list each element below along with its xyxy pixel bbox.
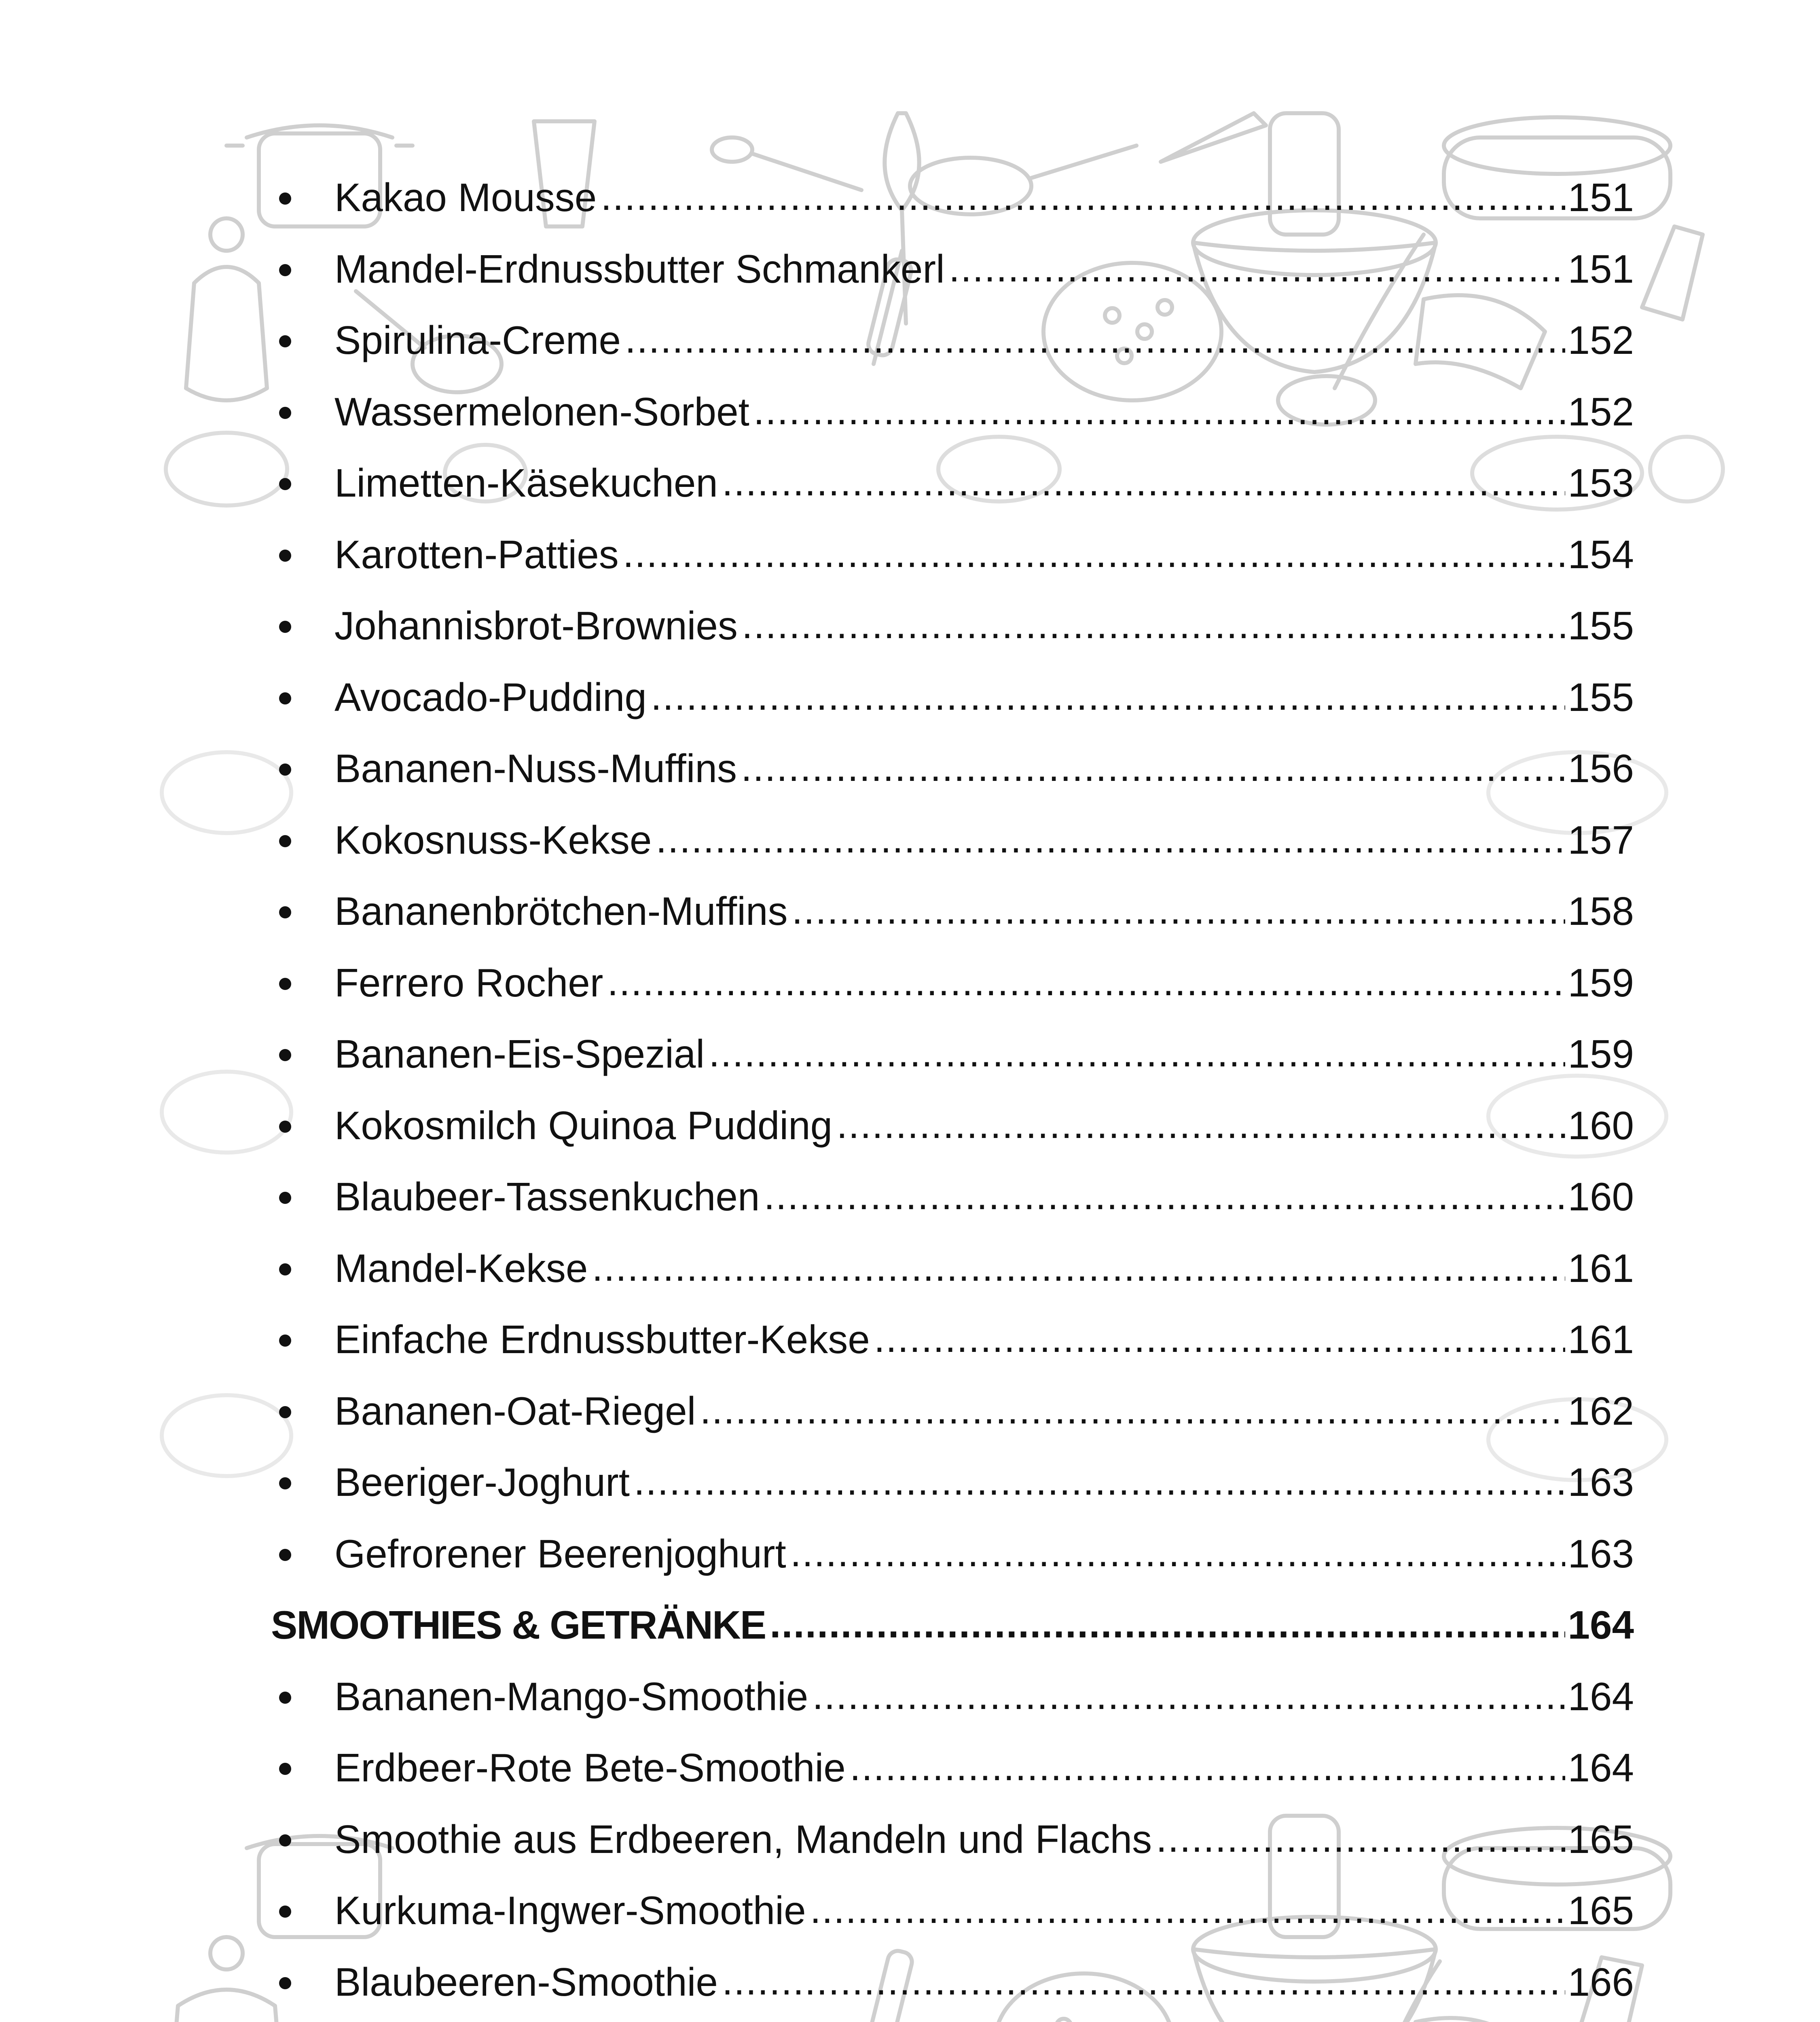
dot-leader: [607, 962, 1565, 1003]
toc-entry-title: Johannisbrot-Brownies: [334, 603, 738, 648]
dot-leader: [700, 1391, 1565, 1431]
dot-leader: [1156, 1819, 1565, 1859]
toc-page-number: 158: [1568, 889, 1634, 934]
bullet-icon: [279, 978, 291, 990]
toc-entry-title: SMOOTHIES & GETRÄNKE: [271, 1603, 766, 1648]
toc-entry[interactable]: [271, 1161, 1634, 1233]
toc-entry-title: Avocado-Pudding: [334, 675, 647, 719]
toc-page-number: 153: [1568, 461, 1634, 506]
sugar-bowl-icon: [186, 218, 267, 400]
toc-entry-title: Kakao Mousse: [334, 175, 597, 220]
toc-page-number: 152: [1568, 318, 1634, 363]
dot-leader: [836, 1105, 1565, 1146]
table-of-contents: [271, 162, 1634, 2018]
toc-page-number: 159: [1568, 960, 1634, 1005]
toc-entry[interactable]: [271, 662, 1634, 733]
dot-leader: [651, 677, 1566, 717]
bullet-icon: [279, 764, 291, 776]
dot-leader: [656, 820, 1565, 860]
toc-entry-title: Wassermelonen-Sorbet: [334, 389, 749, 434]
dot-leader: [592, 1248, 1565, 1288]
bullet-icon: [279, 835, 291, 847]
toc-entry[interactable]: [271, 1447, 1634, 1518]
toc-entry[interactable]: [271, 447, 1634, 519]
toc-page-number: 160: [1568, 1174, 1634, 1219]
dot-leader: [722, 1962, 1566, 2002]
toc-entry[interactable]: [271, 1661, 1634, 1732]
bullet-icon: [279, 1477, 291, 1489]
bullet-icon: [279, 1906, 291, 1918]
dot-leader: [949, 249, 1566, 289]
bullet-icon: [279, 407, 291, 419]
toc-section-heading[interactable]: [271, 1589, 1634, 1661]
dot-leader: [874, 1319, 1566, 1360]
toc-page-number: 165: [1568, 1817, 1634, 1861]
toc-entry[interactable]: [271, 590, 1634, 662]
toc-page-number: 163: [1568, 1531, 1634, 1576]
dot-leader: [753, 391, 1566, 432]
knife-icon: [1161, 113, 1266, 162]
bullet-icon: [279, 1335, 291, 1347]
toc-page-number: 152: [1568, 389, 1634, 434]
dot-leader: [770, 1605, 1565, 1645]
toc-entry-title: Smoothie aus Erdbeeren, Mandeln und Flachs: [334, 1817, 1152, 1861]
toc-entry-title: Kokosnuss-Kekse: [334, 817, 652, 862]
toc-entry[interactable]: [271, 1875, 1634, 1946]
dot-leader: [722, 463, 1566, 503]
dot-leader: [792, 891, 1566, 931]
toc-page-number: 165: [1568, 1888, 1634, 1933]
toc-page-number: 160: [1568, 1103, 1634, 1148]
toc-entry[interactable]: [271, 876, 1634, 947]
dot-leader: [790, 1533, 1566, 1574]
toc-entry-title: Karotten-Patties: [334, 532, 619, 577]
toc-entry[interactable]: [271, 1804, 1634, 1875]
toc-entry-title: Blaubeeren-Smoothie: [334, 1959, 718, 2004]
bullet-icon: [279, 550, 291, 562]
bullet-icon: [279, 1049, 291, 1061]
toc-entry-title: Spirulina-Creme: [334, 318, 621, 363]
toc-entry-title: Beeriger-Joghurt: [334, 1460, 630, 1505]
bullet-icon: [279, 1977, 291, 1989]
toc-entry-title: Kokosmilch Quinoa Pudding: [334, 1103, 833, 1148]
toc-entry-title: Mandel-Erdnussbutter Schmankerl: [334, 246, 945, 291]
toc-entry-title: Limetten-Käsekuchen: [334, 461, 718, 506]
toc-entry-title: Bananen-Oat-Riegel: [334, 1388, 696, 1433]
toc-entry-title: Einfache Erdnussbutter-Kekse: [334, 1317, 870, 1362]
toc-entry-title: Bananen-Nuss-Muffins: [334, 746, 737, 791]
dot-leader: [810, 1890, 1566, 1931]
toc-page-number: 154: [1568, 532, 1634, 577]
toc-page-number: 151: [1568, 175, 1634, 220]
bullet-icon: [279, 1263, 291, 1275]
bullet-icon: [279, 692, 291, 704]
toc-page-number: 163: [1568, 1460, 1634, 1505]
toc-entry[interactable]: [271, 1732, 1634, 1804]
toc-entry-title: Mandel-Kekse: [334, 1246, 588, 1290]
toc-page-number: 157: [1568, 817, 1634, 862]
bullet-icon: [279, 1406, 291, 1418]
dot-leader: [623, 534, 1566, 575]
toc-entry[interactable]: [271, 1518, 1634, 1590]
toc-entry[interactable]: [271, 162, 1634, 233]
toc-entry[interactable]: [271, 1233, 1634, 1304]
grater-icon: [1642, 226, 1703, 319]
toc-entry[interactable]: [271, 376, 1634, 448]
dish-towel-icon-bottom: [1407, 2018, 1537, 2022]
dot-leader: [625, 320, 1565, 360]
toc-page-number: 164: [1568, 1603, 1634, 1648]
sugar-bowl-icon-bottom: [170, 1937, 283, 2022]
toc-entry[interactable]: [271, 1018, 1634, 1090]
bullet-icon: [279, 1834, 291, 1846]
toc-entry[interactable]: [271, 1375, 1634, 1447]
toc-entry[interactable]: [271, 233, 1634, 305]
dot-leader: [742, 605, 1566, 646]
toc-page-number: 156: [1568, 746, 1634, 791]
toc-entry-title: Ferrero Rocher: [334, 960, 603, 1005]
toc-entry-title: Gefrorener Beerenjoghurt: [334, 1531, 786, 1576]
toc-entry[interactable]: [271, 305, 1634, 376]
dot-leader: [812, 1676, 1565, 1717]
toc-page-number: 155: [1568, 603, 1634, 648]
toc-page-number: 164: [1568, 1674, 1634, 1719]
toc-entry-title: Bananenbrötchen-Muffins: [334, 889, 788, 934]
bullet-icon: [279, 1192, 291, 1204]
toc-page-number: 161: [1568, 1317, 1634, 1362]
toc-entry-title: Bananen-Mango-Smoothie: [334, 1674, 808, 1719]
dot-leader: [601, 177, 1565, 218]
bullet-icon: [279, 192, 291, 205]
toc-entry[interactable]: [271, 947, 1634, 1019]
toc-page-number: 151: [1568, 246, 1634, 291]
bullet-icon: [279, 264, 291, 276]
dot-leader: [634, 1462, 1566, 1502]
toc-entry[interactable]: [271, 519, 1634, 590]
bullet-icon: [279, 1692, 291, 1704]
toc-page-number: 161: [1568, 1246, 1634, 1290]
bullet-icon: [279, 1121, 291, 1133]
dot-leader: [764, 1176, 1565, 1217]
toc-entry-title: Bananen-Eis-Spezial: [334, 1032, 705, 1077]
toc-page-number: 155: [1568, 675, 1634, 719]
toc-entry[interactable]: [271, 1090, 1634, 1161]
bullet-icon: [279, 1549, 291, 1561]
toc-page-number: 159: [1568, 1032, 1634, 1077]
dot-leader: [850, 1747, 1566, 1788]
toc-entry-title: Erdbeer-Rote Bete-Smoothie: [334, 1745, 846, 1790]
toc-entry-title: Blaubeer-Tassenkuchen: [334, 1174, 760, 1219]
dot-leader: [709, 1034, 1565, 1074]
toc-entry[interactable]: [271, 804, 1634, 876]
toc-page-number: 164: [1568, 1745, 1634, 1790]
toc-page-number: 162: [1568, 1388, 1634, 1433]
bullet-icon: [279, 335, 291, 347]
toc-entry[interactable]: [271, 733, 1634, 804]
toc-entry[interactable]: [271, 1946, 1634, 2018]
toc-page-number: 166: [1568, 1959, 1634, 2004]
toc-entry-title: Kurkuma-Ingwer-Smoothie: [334, 1888, 806, 1933]
dot-leader: [741, 748, 1565, 789]
bullet-icon: [279, 621, 291, 633]
bullet-icon: [279, 906, 291, 918]
toc-entry[interactable]: [271, 1304, 1634, 1375]
bullet-icon: [279, 1763, 291, 1775]
bullet-icon: [279, 478, 291, 490]
